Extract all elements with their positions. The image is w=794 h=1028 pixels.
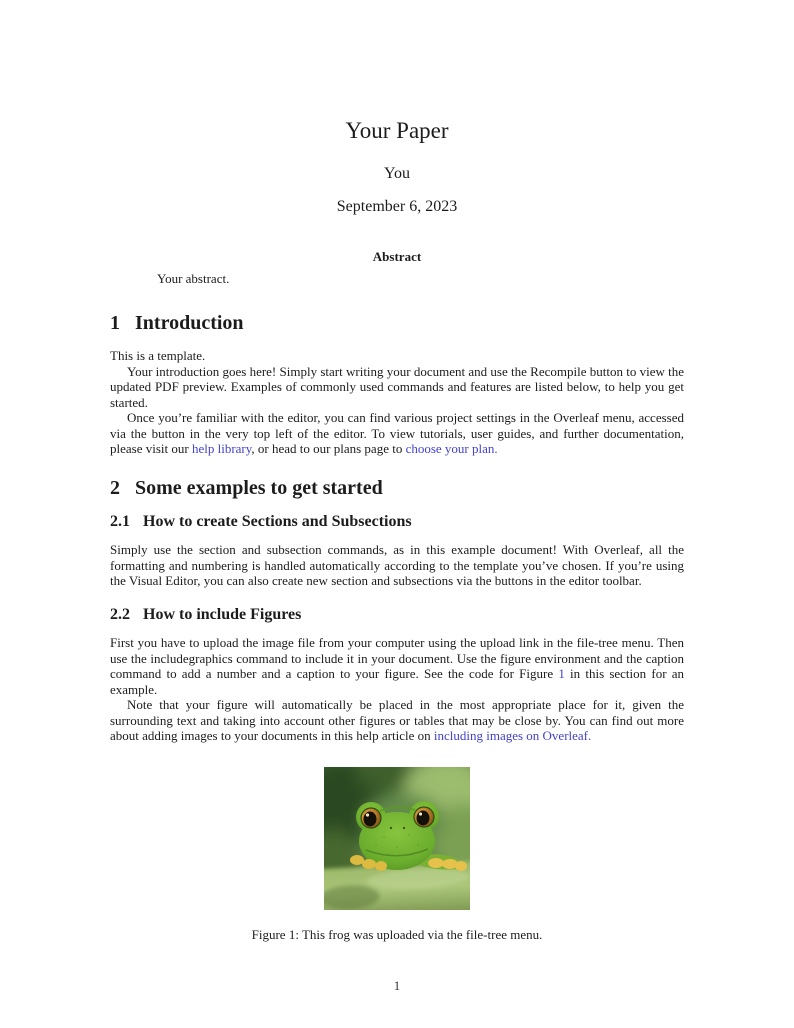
paper-title: Your Paper: [345, 118, 449, 143]
subsection-2-2-paragraph-2-text-a: Note that your figure will automatically be placed in the most appropriate place for it, given the surrounding text and taking into account other figures or tables that may be close by. You can find out more about adding images to your documents in this help article on: [110, 697, 684, 744]
subsection-2-2-paragraph-1: [110, 635, 684, 697]
choose-your-plan-link[interactable]: choose your plan.: [405, 441, 498, 457]
subsection-2-2-number: 2.2: [110, 605, 130, 623]
subsection-2-2-heading: [110, 606, 684, 624]
help-library-link[interactable]: help library: [191, 441, 252, 457]
intro-paragraph-3-text-a: Once you’re familiar with the editor, you can find various project settings in the Overleaf menu, accessed via the button in the very top left of the editor. To view tutorials, user guides, and further documentation, please visit our: [110, 410, 684, 457]
page-number: 1: [393, 978, 401, 993]
section-1-number: 1: [110, 312, 120, 335]
intro-paragraph-3-text-b: , or head to our plans page to: [251, 441, 406, 457]
intro-paragraph-2: Your introduction goes here! Simply start writing your document and use the Recompile button to view the updated PDF preview. Examples of commonly used commands and features are listed below, to help you get started.: [110, 363, 684, 410]
subsection-2-2-paragraph-1-text-a: First you have to upload the image file from your computer using the upload link in the file-tree menu. Then use the includegraphics command to include it in your document. Use the figure environment and the caption command to add a number and a caption to your figure. See the code for Figure: [110, 635, 684, 682]
subsection-2-1-number: 2.1: [110, 512, 130, 530]
subsection-2-1-heading: [110, 513, 684, 531]
section-2-number: 2: [110, 476, 120, 499]
intro-paragraph-1: This is a template.: [110, 348, 206, 364]
subsection-2-1-title: How to create Sections and Subsections: [143, 512, 412, 530]
intro-paragraph-3: [110, 410, 684, 457]
figure-1-caption: Figure 1: This frog was uploaded via the file-tree menu.: [251, 926, 543, 942]
subsection-2-2-paragraph-2: [110, 697, 684, 744]
paper-author: You: [384, 165, 410, 183]
subsection-2-2-title: How to include Figures: [143, 605, 302, 623]
subsection-2-1-paragraph: Simply use the section and subsection commands, as in this example document! With Overleaf, all the formatting and numbering is handled automatically according to the template you’ve chosen. If you’re using the Visual Editor, you can also create new section and subsections via the buttons in the editor toolbar.: [110, 542, 684, 589]
section-1-heading: [110, 312, 684, 335]
section-1-title: Introduction: [135, 312, 244, 335]
figure-1-reference-link[interactable]: 1: [558, 666, 565, 682]
figure-1: [110, 767, 684, 943]
section-2-heading: [110, 477, 684, 500]
page-content: [110, 0, 684, 943]
including-images-on-overleaf-link[interactable]: including images on Overleaf.: [433, 728, 592, 744]
subsection-2-2-paragraph-1-text-b: in this section for an example.: [110, 666, 685, 697]
frog-photo: [324, 767, 470, 910]
abstract-text: Your abstract.: [157, 271, 230, 287]
paper-date: September 6, 2023: [336, 198, 458, 216]
section-2-title: Some examples to get started: [135, 476, 383, 499]
abstract-heading: Abstract: [372, 249, 422, 265]
